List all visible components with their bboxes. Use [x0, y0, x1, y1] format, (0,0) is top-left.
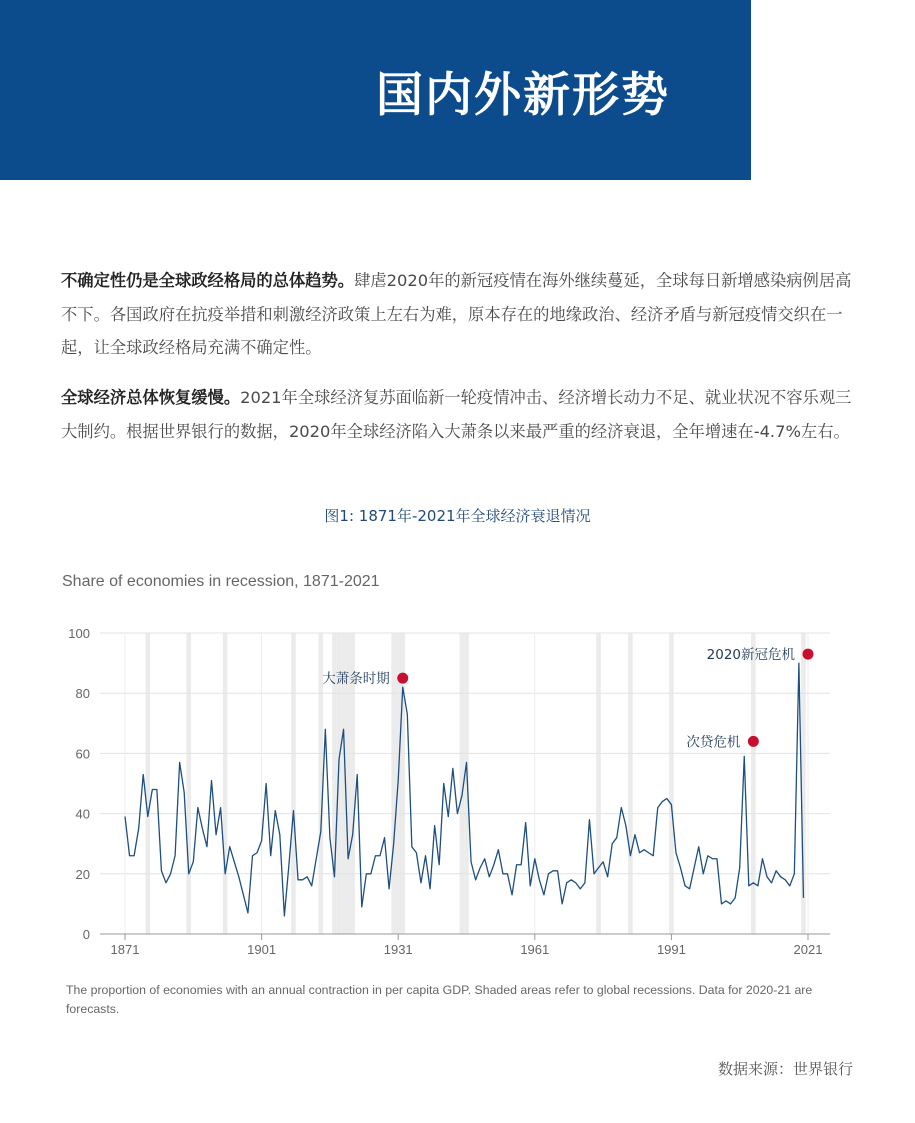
annotation-label: 次贷危机: [686, 734, 741, 751]
y-axis: [68, 626, 90, 942]
shaded-recession-band: [628, 633, 633, 934]
x-tick-label: 1901: [247, 942, 277, 957]
x-tick-label: 1991: [656, 942, 686, 957]
x-tick-label: 1931: [383, 942, 413, 957]
paragraph-lead: 全球经济总体恢复缓慢。: [61, 388, 241, 407]
x-tick-label: 1961: [520, 942, 550, 957]
data-source: 数据来源：世界银行: [717, 1060, 853, 1078]
y-tick-label: 100: [68, 626, 90, 641]
paragraph-uncertainty: [61, 264, 857, 365]
shaded-recession-band: [291, 633, 296, 934]
paragraph-text: 2021年全球经济复苏面临新一轮疫情冲击、经济增长动力不足、就业状况不容乐观三大制约。根据世界银行的数据，2020年全球经济陷入大萧条以来最严重的经济衰退，全年增速在-4.7%左右。: [61, 388, 852, 441]
shaded-recessions: [145, 633, 805, 934]
shaded-recession-band: [596, 633, 601, 934]
shaded-recession-band: [186, 633, 191, 934]
y-tick-label: 0: [82, 927, 90, 942]
header-banner: [0, 0, 751, 180]
chart-title: Share of economies in recession, 1871-2021: [62, 573, 380, 590]
figure-caption: 图1: 1871年-2021年全球经济衰退情况: [324, 507, 591, 525]
page-title: 国内外新形势: [376, 68, 670, 123]
shaded-recession-band: [223, 633, 228, 934]
annotation-marker: [803, 649, 814, 660]
y-tick-label: 60: [75, 746, 90, 762]
shaded-recession-band: [145, 633, 150, 934]
shaded-recession-band: [391, 633, 396, 934]
recession-chart: [0, 600, 915, 970]
y-tick-label: 80: [75, 686, 90, 702]
x-tick-label: 1871: [110, 942, 140, 957]
paragraph-text: 肆虐2020年的新冠疫情在海外继续蔓延，全球每日新增感染病例居高不下。各国政府在抗疫举措和刺激经济政策上左右为难，原本存在的地缘政治、经济矛盾与新冠疫情交织在一起，让全球政经格局充满不确定性。: [61, 271, 852, 357]
y-tick-label: 40: [75, 806, 90, 822]
shaded-recession-band: [751, 633, 756, 934]
paragraph-lead: 不确定性仍是全球政经格局的总体趋势。: [61, 271, 355, 290]
annotation-label: 大萧条时期: [322, 671, 390, 688]
y-tick-label: 20: [75, 866, 90, 882]
chart-note: The proportion of economies with an annual contraction in per capita GDP. Shaded areas refer to global recessions. Data for 2020-21 are forecasts.: [66, 983, 813, 1016]
paragraph-recovery: [61, 381, 857, 448]
x-tick-label: 2021: [793, 942, 823, 957]
annotation-marker: [748, 736, 759, 747]
annotation-label: 2020新冠危机: [706, 647, 795, 664]
annotation-marker: [397, 673, 408, 684]
x-axis: [100, 934, 830, 957]
